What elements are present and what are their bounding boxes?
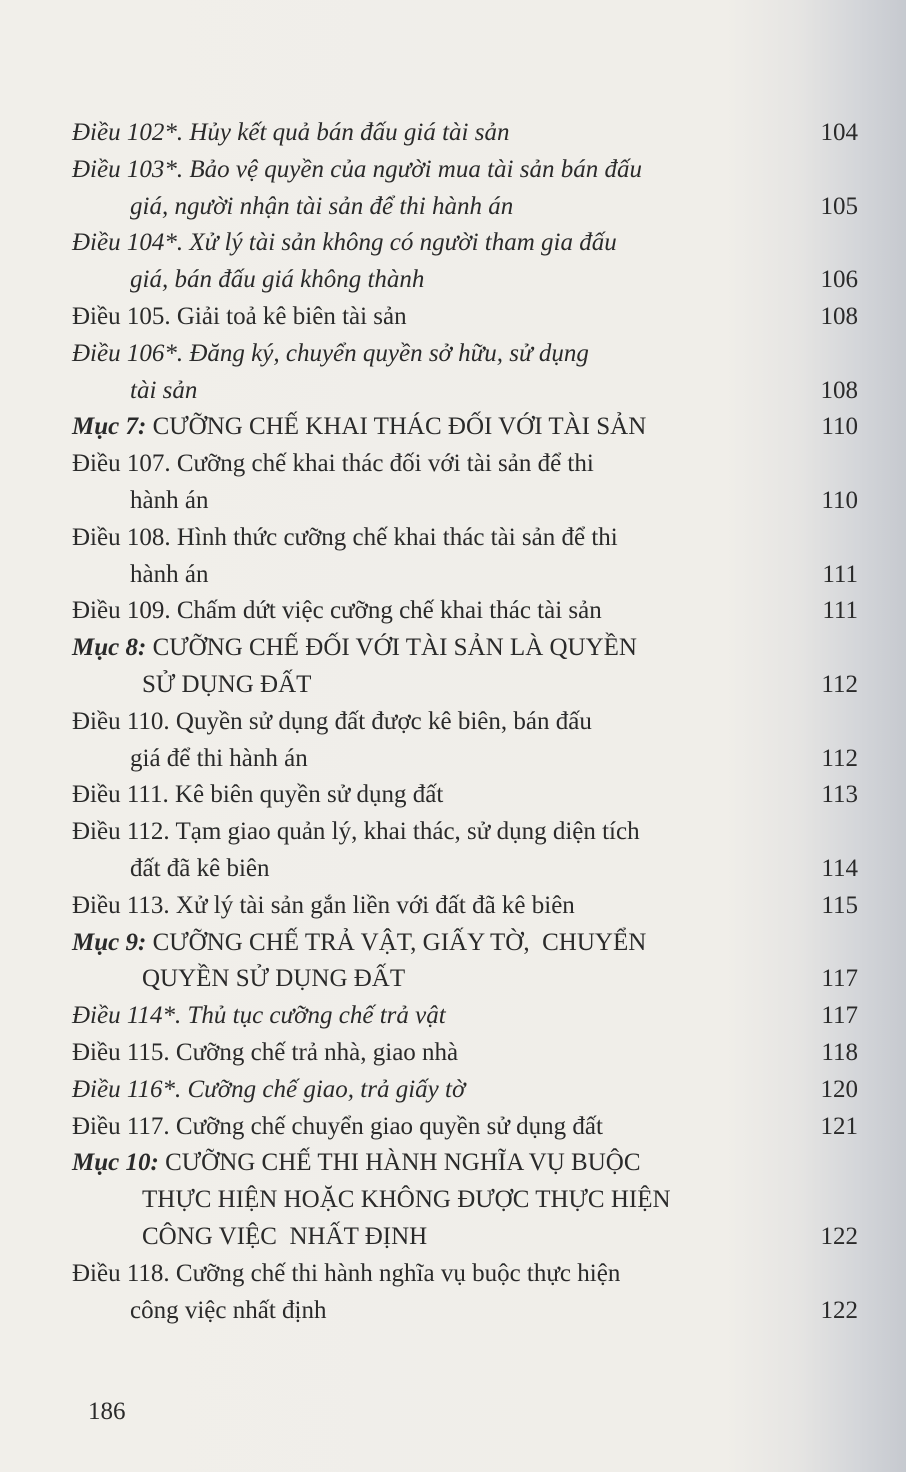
toc-entry-text: Điều 107. Cưỡng chế khai thác đối với tài sản để thi — [72, 450, 594, 478]
toc-entry-line — [72, 814, 858, 851]
toc-entry-line — [72, 777, 858, 814]
toc-entry — [72, 1035, 858, 1072]
toc-entry-text: hành án — [130, 560, 209, 588]
toc-entry-text: Điều 108. Hình thức cưỡng chế khai thác tài sản để thi — [72, 523, 618, 551]
toc-entry-text: Điều 104*. Xử lý tài sản không có người tham gia đấu — [72, 229, 617, 257]
toc-page-number: 104 — [820, 119, 858, 146]
toc-entry-text: Điều 110. Quyền sử dụng đất được kê biên, bán đấu — [72, 707, 592, 735]
toc-page-number: 106 — [820, 266, 858, 294]
section-prefix: Mục 8: — [72, 634, 147, 662]
toc-entry-line — [72, 189, 858, 226]
toc-entry-text: đất đã kê biên — [130, 854, 270, 882]
toc-page-number: 113 — [821, 781, 858, 809]
toc-entry-line — [72, 446, 858, 483]
toc-entry-text: CÔNG VIỆC NHẤT ĐỊNH — [142, 1222, 428, 1250]
toc-entry — [72, 593, 858, 630]
toc-entry-line — [72, 998, 858, 1035]
toc-entry-line — [72, 520, 858, 557]
toc-entry-text: hành án — [130, 486, 209, 514]
toc-entry-text: Điều 103*. Bảo vệ quyền của người mua tài sản bán đấu — [72, 155, 642, 183]
section-prefix: Mục 7: — [72, 413, 147, 441]
toc-entry-line — [72, 704, 858, 741]
toc-page-number: 118 — [821, 1038, 858, 1066]
toc-entry-text: Điều 113. Xử lý tài sản gắn liền với đất đã kê biên — [72, 891, 575, 919]
toc-entry-line — [72, 1072, 858, 1109]
toc-entry — [72, 115, 858, 152]
toc-page-number: 114 — [821, 854, 858, 882]
toc-entry-line — [72, 1219, 858, 1256]
toc-page-number: 115 — [821, 891, 858, 919]
toc-page-number: 111 — [822, 597, 858, 625]
toc-page-number: 117 — [821, 965, 858, 993]
toc-entry — [72, 1109, 858, 1146]
toc-page-number: 120 — [820, 1075, 858, 1103]
toc-entry-line — [72, 152, 858, 189]
toc-entry-text: Điều 109. Chấm dứt việc cưỡng chế khai thác tài sản — [72, 597, 602, 625]
toc-page-number: 110 — [821, 486, 858, 514]
toc-page-number: 112 — [821, 744, 858, 772]
toc-entry-text: THỰC HIỆN HOẶC KHÔNG ĐƯỢC THỰC HIỆN — [142, 1186, 671, 1214]
toc-entry-text: CƯỠNG CHẾ ĐỐI VỚI TÀI SẢN LÀ QUYỀN — [146, 634, 637, 662]
toc-entry — [72, 446, 858, 520]
toc-entry-text: Điều 112. Tạm giao quản lý, khai thác, sử dụng diện tích — [72, 818, 640, 846]
toc-entry-text: giá, người nhận tài sản để thi hành án — [130, 192, 514, 220]
toc-entry-line — [72, 888, 858, 925]
toc-entry-line — [72, 961, 858, 998]
toc-entry-line — [72, 336, 858, 373]
toc-entry-text: Điều 114*. Thủ tục cưỡng chế trả vật — [72, 1002, 446, 1030]
toc-page-number: 112 — [821, 670, 858, 698]
toc-entry — [72, 152, 858, 226]
toc-entry-line — [72, 667, 858, 704]
toc-entry-line — [72, 925, 858, 962]
toc-entry-text: SỬ DỤNG ĐẤT — [142, 670, 312, 698]
toc-entry-line — [72, 1293, 858, 1330]
toc-page-number: 108 — [820, 376, 858, 404]
toc-entry — [72, 814, 858, 888]
toc-page-number: 122 — [820, 1296, 858, 1324]
toc-entry-line — [72, 373, 858, 410]
toc-entry-line — [72, 1145, 858, 1182]
toc-entry — [72, 299, 858, 336]
toc-entry-line — [72, 1035, 858, 1072]
toc-entry-text: Điều 118. Cưỡng chế thi hành nghĩa vụ buộc thực hiện — [72, 1259, 621, 1287]
toc-entry-line — [72, 115, 858, 152]
toc-entry-line — [72, 225, 858, 262]
toc-entry-text: tài sản — [130, 376, 198, 404]
toc-entry-text: giá để thi hành án — [130, 744, 308, 772]
toc-entry-line — [72, 593, 858, 630]
toc-entry-text: CƯỠNG CHẾ KHAI THÁC ĐỐI VỚI TÀI SẢN — [146, 413, 647, 441]
toc-page-number: 108 — [820, 302, 858, 330]
toc-page-number: 121 — [820, 1112, 858, 1140]
toc-entry — [72, 1256, 858, 1330]
toc-entry-line — [72, 299, 858, 336]
toc-entry-text: Điều 111. Kê biên quyền sử dụng đất — [72, 781, 444, 809]
table-of-contents — [72, 115, 858, 1329]
toc-entry-text: Điều 102*. Hủy kết quả bán đấu giá tài sản — [72, 119, 510, 146]
toc-entry-text: Điều 116*. Cưỡng chế giao, trả giấy tờ — [72, 1075, 466, 1103]
section-prefix: Mục 9: — [72, 928, 147, 956]
toc-page-number: 122 — [820, 1222, 858, 1250]
toc-page-number: 110 — [821, 413, 858, 441]
toc-section — [72, 925, 858, 999]
toc-entry — [72, 336, 858, 410]
toc-entry — [72, 888, 858, 925]
toc-entry-line — [72, 851, 858, 888]
toc-entry — [72, 704, 858, 778]
toc-entry-line — [72, 741, 858, 778]
toc-entry-line — [72, 1256, 858, 1293]
toc-entry — [72, 998, 858, 1035]
toc-entry-text: QUYỀN SỬ DỤNG ĐẤT — [142, 965, 406, 993]
toc-entry-text: công việc nhất định — [130, 1296, 327, 1324]
toc-section — [72, 409, 858, 446]
toc-section — [72, 1145, 858, 1255]
toc-entry-text: Điều 105. Giải toả kê biên tài sản — [72, 302, 407, 330]
toc-entry — [72, 777, 858, 814]
toc-page-number: 117 — [821, 1002, 858, 1030]
toc-entry-text: CƯỠNG CHẾ THI HÀNH NGHĨA VỤ BUỘC — [158, 1149, 641, 1177]
toc-section — [72, 630, 858, 704]
toc-page-number: 105 — [820, 192, 858, 220]
toc-entry-text: Điều 115. Cưỡng chế trả nhà, giao nhà — [72, 1038, 459, 1066]
toc-entry-line — [72, 409, 858, 446]
toc-entry-line — [72, 1109, 858, 1146]
toc-entry-text: Điều 117. Cưỡng chế chuyển giao quyền sử dụng đất — [72, 1112, 603, 1140]
toc-entry — [72, 1072, 858, 1109]
toc-page-number: 111 — [822, 560, 858, 588]
toc-entry-text: giá, bán đấu giá không thành — [130, 266, 425, 294]
page-number: 186 — [88, 1398, 126, 1425]
toc-entry-line — [72, 630, 858, 667]
toc-entry-line — [72, 483, 858, 520]
toc-entry-line — [72, 1182, 858, 1219]
toc-entry-text: Điều 106*. Đăng ký, chuyển quyền sở hữu, sử dụng — [72, 339, 589, 367]
toc-entry-line — [72, 557, 858, 594]
toc-entry — [72, 520, 858, 594]
toc-entry-line — [72, 262, 858, 299]
toc-entry-text: CƯỠNG CHẾ TRẢ VẬT, GIẤY TỜ, CHUYỂN — [146, 928, 647, 956]
section-prefix: Mục 10: — [72, 1149, 159, 1177]
toc-entry — [72, 225, 858, 299]
